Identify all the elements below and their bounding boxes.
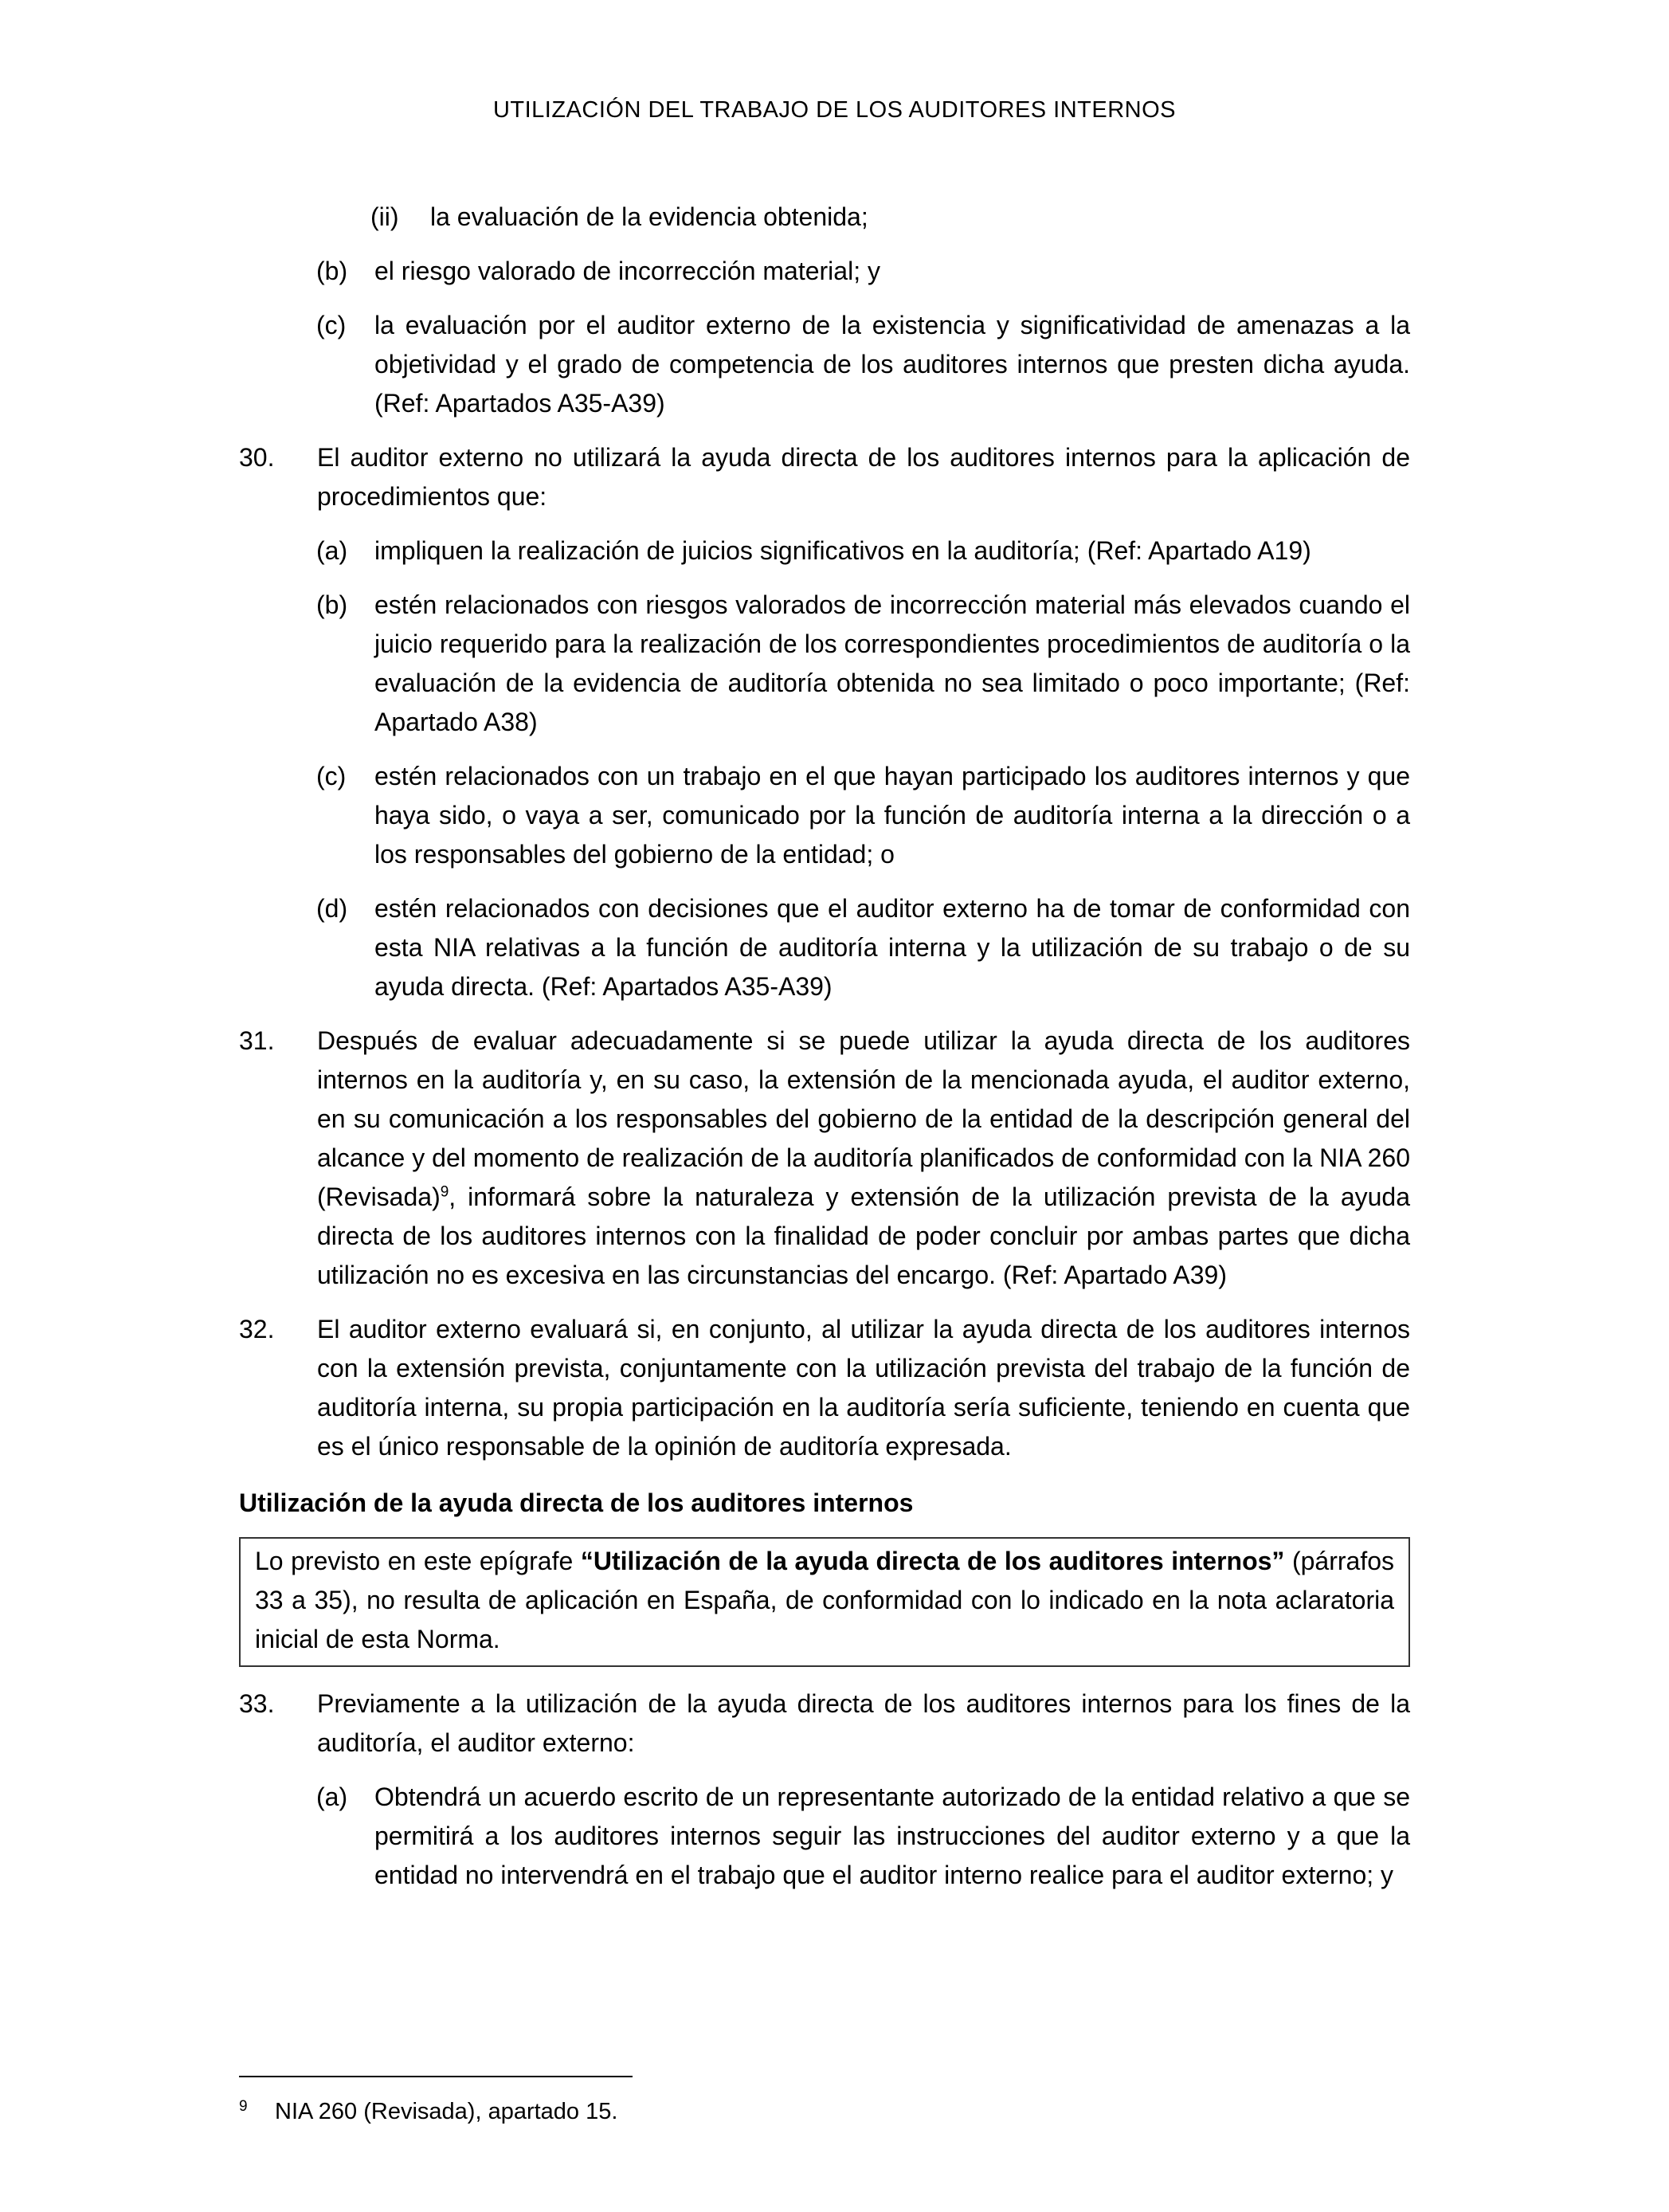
footnote-reference[interactable]: 9 bbox=[440, 1183, 449, 1201]
paragraph-number: 31. bbox=[239, 1026, 275, 1055]
item-text: la evaluación por el auditor externo de la existencia y significatividad de amenazas a la objetividad y el grado de competencia de los auditores internos que presten dicha ayuda. (Ref: Apartados A35-A39) bbox=[374, 311, 1410, 418]
paragraph-number: 30. bbox=[239, 443, 275, 472]
document-body bbox=[239, 198, 1410, 1910]
paragraph-text-continued: , informará sobre la naturaleza y extensión de la utilización prevista de la ayuda directa de los auditores internos con la finalidad de poder concluir por ambas partes que dicha utilización no es excesiva en las circunstancias del encargo. (Ref: Apartado A39) bbox=[317, 1182, 1410, 1289]
paragraph-text: El auditor externo no utilizará la ayuda directa de los auditores internos para la aplicación de procedimientos que: bbox=[317, 443, 1410, 511]
paragraph-text: Después de evaluar adecuadamente si se puede utilizar la ayuda directa de los auditores internos en la auditoría y, en su caso, la extensión de la mencionada ayuda, el auditor externo, en su comunicación a los responsables del gobierno de la entidad de la descripción general del alcance y del momento de realización de la auditoría planificados de conformidad con la NIA 260 (Revisada) bbox=[317, 1026, 1410, 1211]
list-item bbox=[239, 198, 1410, 237]
item-number: (c) bbox=[316, 311, 347, 339]
item-number: (b) bbox=[316, 590, 348, 619]
list-item bbox=[239, 252, 1410, 291]
footnote-divider bbox=[239, 2076, 633, 2077]
paragraph-text: Previamente a la utilización de la ayuda directa de los auditores internos para los fines de la auditoría, el auditor externo: bbox=[317, 1689, 1410, 1757]
paragraph-33 bbox=[239, 1684, 1410, 1763]
note-text: Lo previsto en este epígrafe bbox=[255, 1547, 581, 1575]
section-heading: Utilización de la ayuda directa de los auditores internos bbox=[239, 1488, 914, 1517]
list-item bbox=[239, 1778, 1410, 1895]
item-text: la evaluación de la evidencia obtenida; bbox=[430, 202, 868, 231]
paragraph-number: 32. bbox=[239, 1315, 275, 1343]
note-bold-text: “Utilización de la ayuda directa de los auditores internos” bbox=[580, 1547, 1285, 1575]
item-text: impliquen la realización de juicios significativos en la auditoría; (Ref: Apartado A19) bbox=[374, 536, 1311, 565]
footnote-text: NIA 260 (Revisada), apartado 15. bbox=[275, 2099, 618, 2124]
item-number: (a) bbox=[316, 536, 348, 565]
footnote-number: 9 bbox=[239, 2098, 248, 2115]
item-text: el riesgo valorado de incorrección material; y bbox=[374, 257, 880, 285]
item-text: estén relacionados con un trabajo en el que hayan participado los auditores internos y que haya sido, o vaya a ser, comunicado por la función de auditoría interna a la dirección o a los responsables del gobierno de la entidad; o bbox=[374, 762, 1410, 869]
list-item bbox=[239, 531, 1410, 571]
paragraph-32 bbox=[239, 1310, 1410, 1466]
item-number: (b) bbox=[316, 257, 348, 285]
item-number: (ii) bbox=[370, 202, 399, 231]
paragraph-30 bbox=[239, 438, 1410, 516]
paragraph-31 bbox=[239, 1022, 1410, 1295]
list-item bbox=[239, 757, 1410, 874]
item-number: (d) bbox=[316, 894, 348, 923]
item-text: estén relacionados con decisiones que el auditor externo ha de tomar de conformidad con esta NIA relativas a la función de auditoría interna y la utilización de su trabajo o de su ayuda directa. (Ref: Apartados A35-A39) bbox=[374, 894, 1410, 1001]
note-box bbox=[239, 1537, 1410, 1667]
list-item bbox=[239, 889, 1410, 1006]
list-item bbox=[239, 306, 1410, 423]
item-number: (a) bbox=[316, 1783, 348, 1811]
item-text: estén relacionados con riesgos valorados de incorrección material más elevados cuando el juicio requerido para la realización de los correspondientes procedimientos de auditoría o la evaluación de la evidencia de auditoría obtenida no sea limitado o poco importante; (Ref: Apartado A38) bbox=[374, 590, 1410, 736]
list-item bbox=[239, 586, 1410, 742]
item-number: (c) bbox=[316, 762, 347, 790]
paragraph-number: 33. bbox=[239, 1689, 275, 1718]
item-text: Obtendrá un acuerdo escrito de un representante autorizado de la entidad relativo a que se permitirá a los auditores internos seguir las instrucciones del auditor externo y a que la entidad no intervendrá en el trabajo que el auditor interno realice para el auditor externo; y bbox=[374, 1783, 1410, 1889]
page-header: UTILIZACIÓN DEL TRABAJO DE LOS AUDITORES INTERNOS bbox=[492, 97, 1177, 123]
paragraph-text: El auditor externo evaluará si, en conjunto, al utilizar la ayuda directa de los auditores internos con la extensión prevista, conjuntamente con la utilización prevista del trabajo de la función de auditoría interna, su propia participación en la auditoría sería suficiente, teniendo en cuenta que es el único responsable de la opinión de auditoría expresada. bbox=[317, 1315, 1410, 1461]
note-text-continued: (párrafos 33 a 35), no resulta de aplicación en España, de conformidad con lo indicado en la nota aclaratoria inicial de esta Norma. bbox=[255, 1547, 1395, 1653]
